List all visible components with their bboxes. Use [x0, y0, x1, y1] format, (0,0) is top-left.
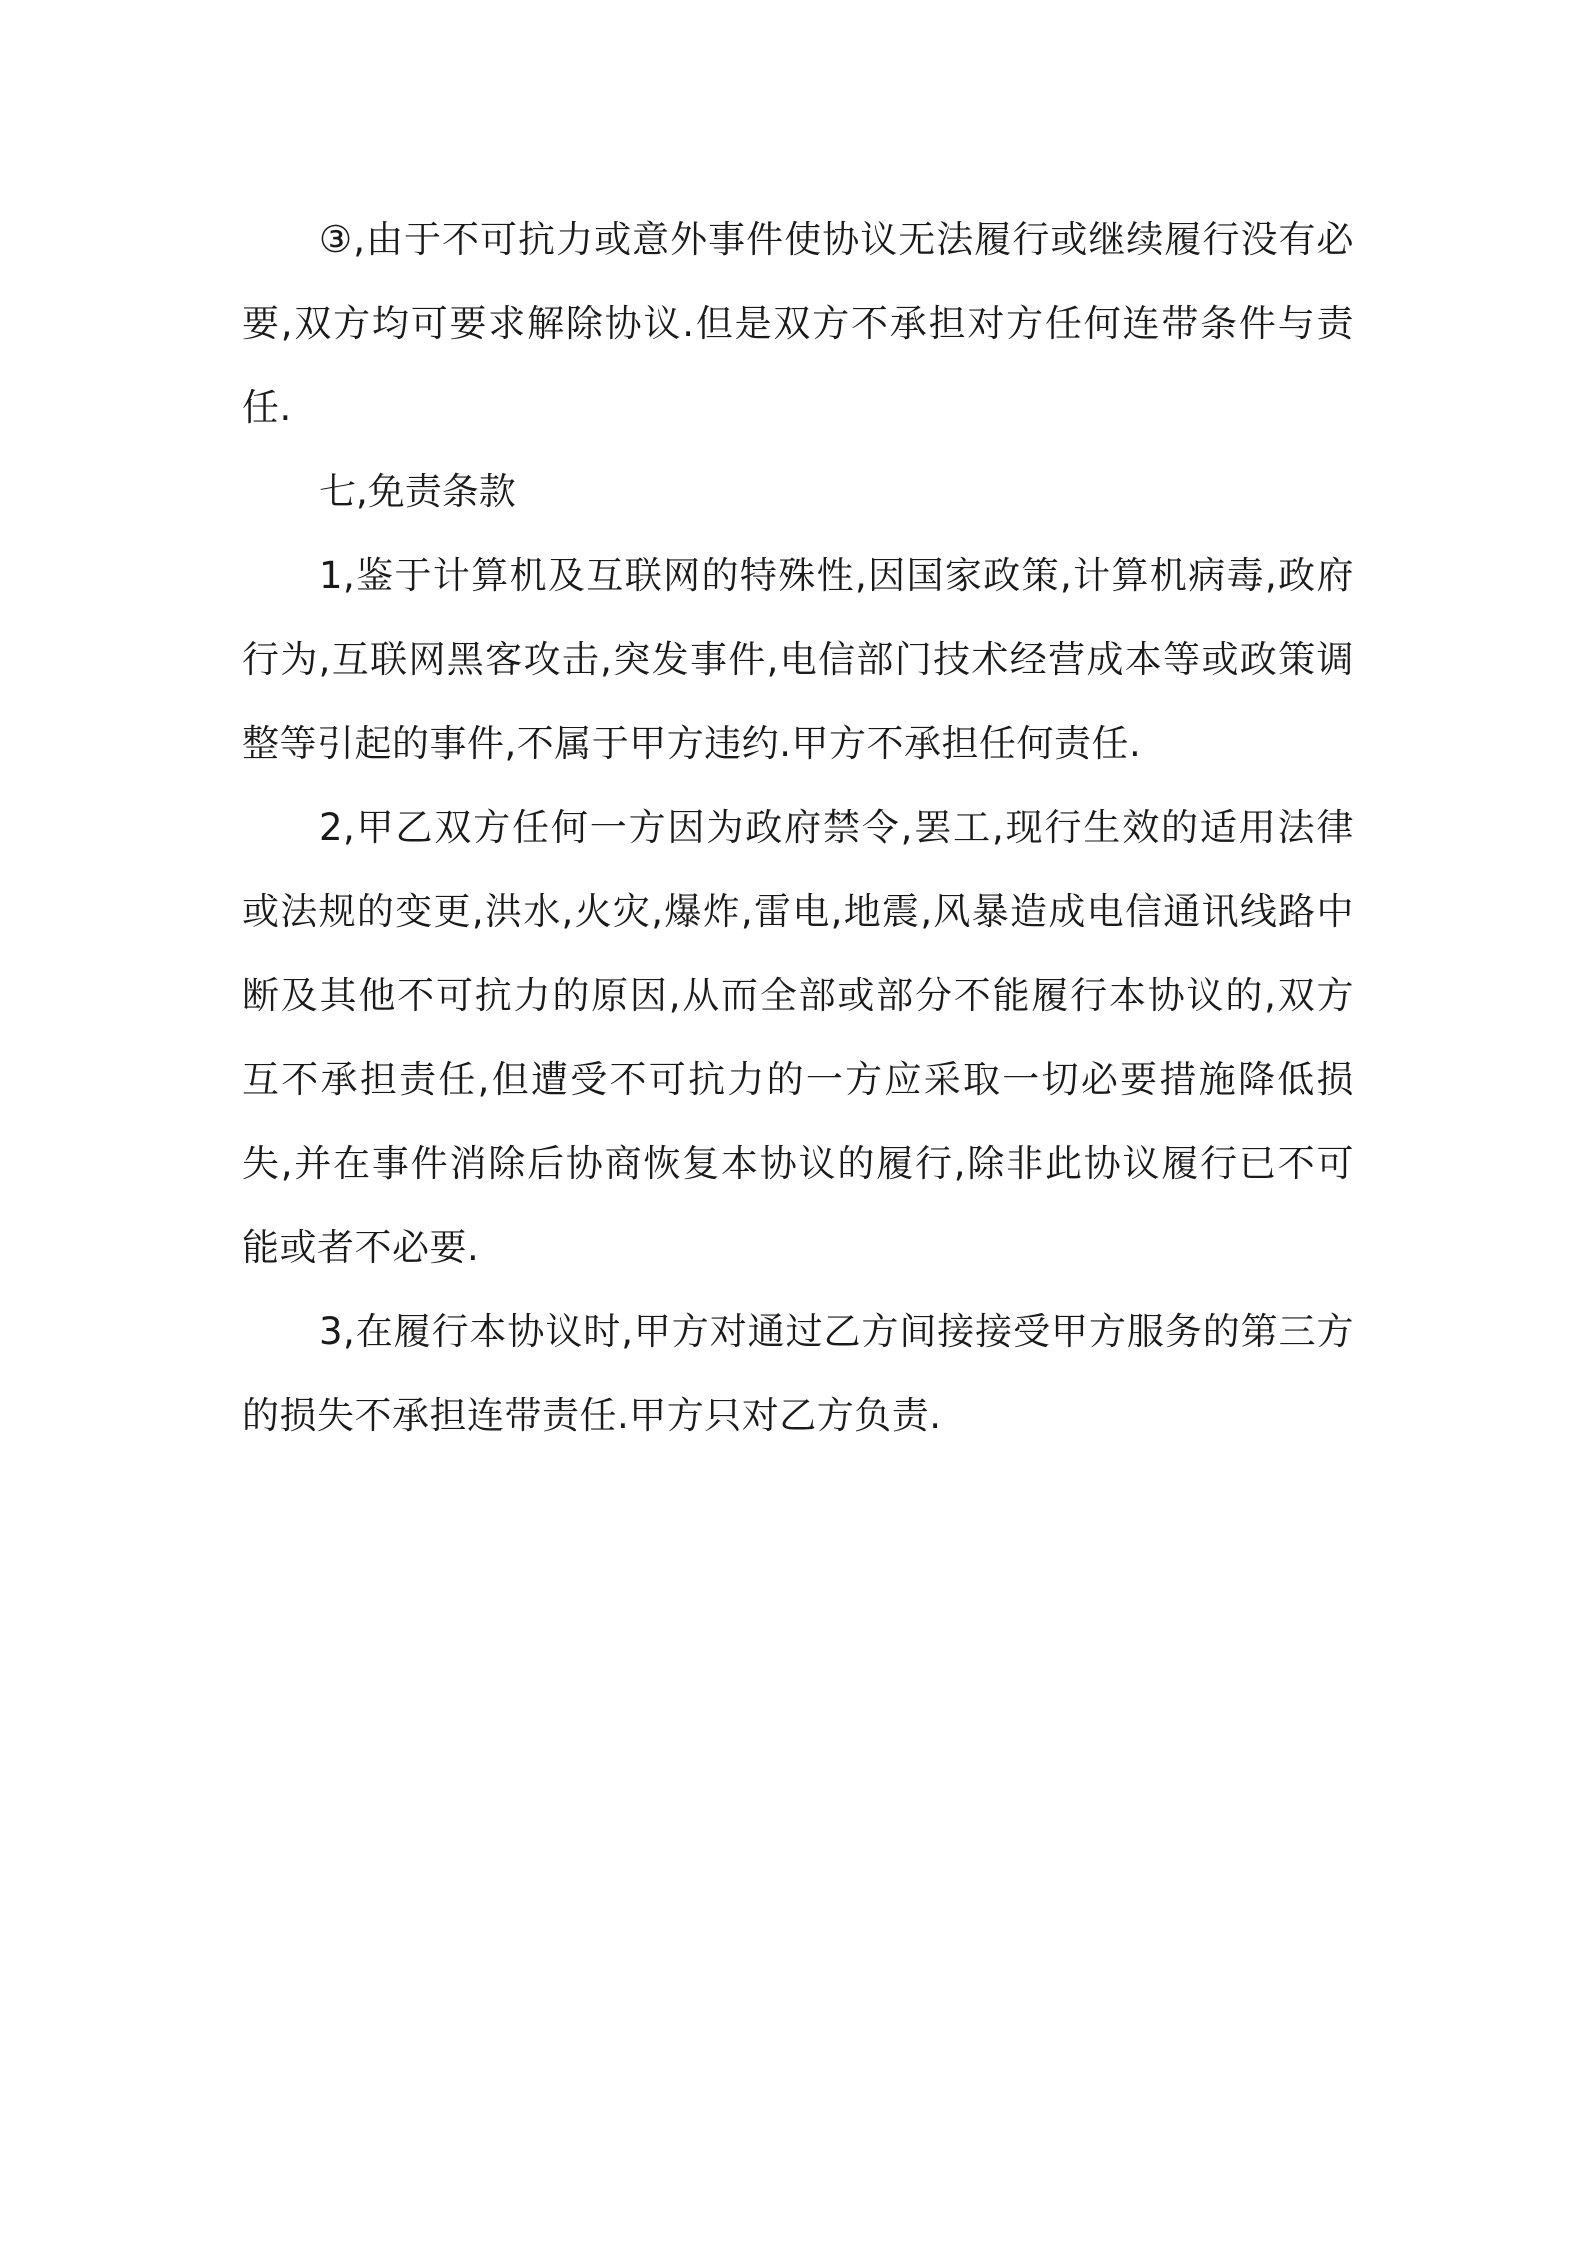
clause-paragraph-force-majeure-termination: ③,由于不可抗力或意外事件使协议无法履行或继续履行没有必要,双方均可要求解除协议.但是双方不承担对方任何连带条件与责任.: [242, 218, 1354, 429]
clause-paragraph-2: 2,甲乙双方任何一方因为政府禁令,罢工,现行生效的适用法律或法规的变更,洪水,火灾,爆炸,雷电,地震,风暴造成电信通讯线路中断及其他不可抗力的原因,从而全部或部分不能履行本协议的,双方互不承担责任,但遭受不可抗力的一方应采取一切必要措施降低损失,并在事件消除后协商恢复本协议的履行,除非此协议履行已不可能或者不必要.: [242, 806, 1354, 1269]
clause-paragraph-1: 1,鉴于计算机及互联网的特殊性,因国家政策,计算机病毒,政府行为,互联网黑客攻击,突发事件,电信部门技术经营成本等或政策调整等引起的事件,不属于甲方违约.甲方不承担任何责任.: [242, 554, 1354, 765]
document-page: [242, 198, 1354, 1458]
clause-paragraph-3: 3,在履行本协议时,甲方对通过乙方间接接受甲方服务的第三方的损失不承担连带责任.甲方只对乙方负责.: [242, 1310, 1354, 1437]
section-heading-disclaimer: 七,免责条款: [319, 470, 516, 513]
